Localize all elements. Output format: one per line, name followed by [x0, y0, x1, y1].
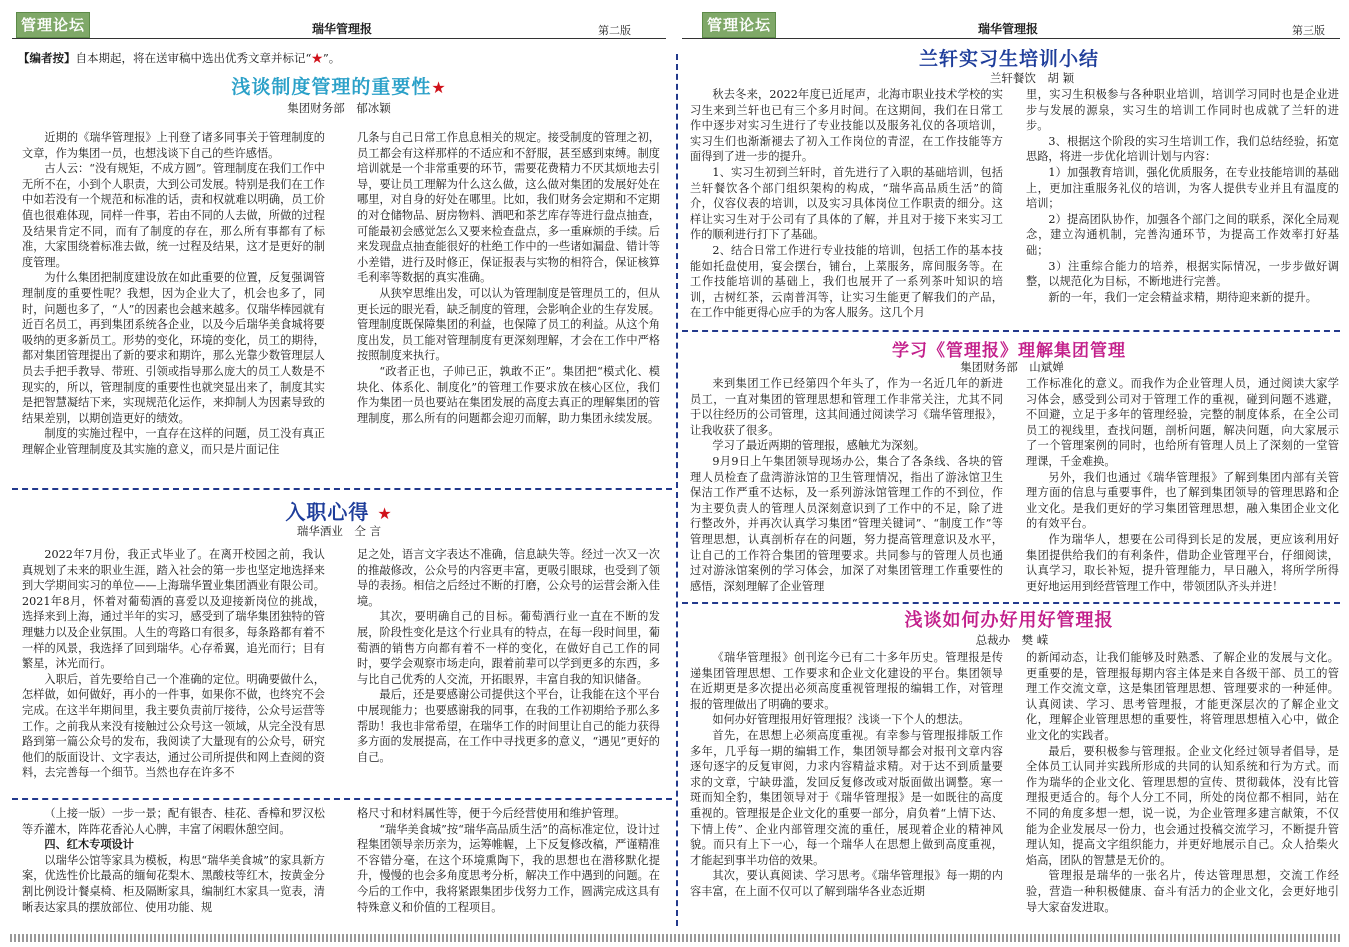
article-column	[357, 547, 660, 787]
article-title-learn-newspaper: 学习《管理报》理解集团管理	[892, 341, 1126, 361]
paragraph: 3）注重综合能力的培养，根据实际情况，一步步做好调整，以规范化为目标，不断地进行完善。	[1026, 259, 1339, 289]
newspaper-name-right: 瑞华管理报	[978, 22, 1039, 36]
paragraph: 来到集团工作已经第四个年头了，作为一名近几年的新进员工，一直对集团的管理思想和管理工作非常关注，尤其不同于以往经历的公司管理，这其间通过阅读学习《瑞华管理报》，让我收获了很多。	[690, 377, 1003, 437]
article-byline: 集团财务部 山斌婵	[960, 360, 1064, 374]
paragraph: 首先，在思想上必须高度重视。有幸参与管理报排版工作多年，几乎每一期的编辑工作，集团领导都会对报刊文章内容逐句逐字的反复审阅，力求内容精益求精。对于达不到质量要求的文章，宁缺毋滥，发回反复修改或对版面做出调整。寒一斑而知全豹，集团领导对于《瑞华管理报》是一如既往的高度重视的。管理报是企业文化的重要一部分，肩负着“上情下达、下情上传”、企业内部管理交流的重任，展现着企业的精神风貌。而只有上下一心，每一个瑞华人在思想上做到高度重视，才能起到事半功倍的效果。	[690, 728, 1003, 867]
paragraph: 9月9日上午集团领导现场办公，集合了各条线、各块的管理人员检查了盘湾游泳馆的卫生管理情况，指出了游泳馆卫生保洁工作严重不达标，及一系列游泳馆管理工作的不到位，作为主要负责人的管理人员深刻意识到了工作中的不足，除了进行整改外，并再次认真学习集团“管理关键词”、“制度工作”等管理思想，认真剖析存在的问题，努力提高管理意识及水平，让自己的工作符合集团的管理要求。共同参与的管理人员也通过对游泳馆案例的学习体会，加深了对集团管理工作重要性的感悟，深刻理解了企业管理	[690, 454, 1003, 593]
page-number-left: 第二版	[598, 24, 631, 37]
paragraph: 的新闻动态，让我们能够及时熟悉、了解企业的发展与文化。更重要的是，管理报每期内容主体是来自各级干部、员工的管理工作交流文章，这是集团管理思想、管理要求的一种延伸。认真阅读、学习、思考管理报，才能更深层次的了解企业文化，理解企业管理思想的重要性，将管理思想植入心中，做企业文化的实践者。	[1026, 651, 1339, 742]
paragraph: 足之处，语言文字表达不准确，信息缺失等。经过一次又一次的推敲修改，公众号的内容更丰富，更吸引眼球，也受到了领导的表扬。相信之后经过不断的打磨，公众号的运营会渐入佳境。	[357, 548, 660, 608]
paragraph: 最后，要积极参与管理报。企业文化经过领导者倡导，是全体员工认同并实践所形成的共同的认知系统和行为方式。而作为瑞华的企业文化、管理思想的宣传、贯彻载体，没有比管理报更适合的。每个人分工不同，所处的岗位都不相同，站在不同的角度多想一想，说一说，为企业管理多建言献策，不仅能为企业发展尽一份力，也会通过投稿交流学习，不断提升管理认知，提高文字组织能力，并更好地展示自己。众人拾柴火焰高，团队的智慧是无价的。	[1026, 744, 1339, 867]
section-divider	[682, 330, 1340, 332]
newspaper-name-left: 瑞华管理报	[312, 22, 373, 36]
paragraph: 如何办好管理报用好管理报？浅谈一下个人的想法。	[712, 713, 970, 727]
article-column	[690, 87, 1003, 325]
paragraph: 入职后，首先要给自己一个准确的定位。明确要做什么，怎样做，如何做好，再小的一件事，如果你不做，也终究不会完成。在这半年期间里，我主要负责前厅接待，公众号运营等工作。之前我从来没有接触过公众号这一领域，从完全没有思路到第一篇公众号的发布，我阅读了大量现有的公众号，研究他们的版面设计、文字表达，通过公司所提供和网上查阅的资料，去完善每一个细节。当然也存在许多不	[22, 672, 325, 780]
paragraph: 从狭窄思维出发，可以认为管理制度是管理员工的，但从更长远的眼光看，缺乏制度的管理，会影响企业的生存发展。管理制度既保障集团的利益，也保障了员工的利益。从这个角度出发，员工能对管理制度有更深刻理解，才会在工作中严格按照制度来执行。	[357, 286, 660, 363]
article-column	[357, 806, 660, 918]
paragraph: 1、实习生初到兰轩时，首先进行了入职的基础培训，包括兰轩餐饮各个部门组织架构的构成，“瑞华高品质生活”的简介，仪容仪表的培训，以及实习具体岗位工作职责的细分。这样让实习生对于公司有了具体的了解，并且对于接下来实习工作的顺利进行打下了基础。	[690, 165, 1003, 242]
article-byline: 兰轩餐饮 胡 颖	[989, 71, 1075, 85]
header-rule-right	[682, 38, 1340, 39]
article-column	[1026, 376, 1339, 598]
article-column	[22, 547, 325, 787]
article-column	[22, 806, 325, 918]
paragraph: 《瑞华管理报》创刊迄今已有二十多年历史。管理报是传递集团管理思想、工作要求和企业文化建设的平台。集团领导在近期更是多次提出必须高度重视管理报的编辑工作，对管理报的管理做出了明确的要求。	[690, 651, 1003, 711]
paragraph: 学习了最近两期的管理报，感触尤为深刻。	[712, 439, 925, 453]
article-title-run-newspaper: 浅谈如何办好用好管理报	[904, 610, 1114, 631]
section-subheading: 四、红木专项设计	[44, 837, 134, 852]
star-icon: ★	[377, 504, 393, 523]
paragraph: 2022年7月份，我正式毕业了。在离开校园之前，我认真规划了未来的职业生涯，踏入社会的第一步也坚定地选择来到大学期间实习的单位——上海瑞华置业集团酒业有限公司。2021年8月，怀着对葡萄酒的喜爱以及迎接新岗位的挑战，选择来到上海，通过半年的实习，感受到了瑞华集团独特的管理魅力以及企业氛围。人生的弯路口有很多，每条路都有着不一样的风景，我选择了回到瑞华。心存希翼，追光而行；目有繁星，沐光而行。	[22, 548, 325, 671]
paragraph: 近期的《瑞华管理报》上刊登了诸多同事关于管理制度的文章，作为集团一员，也想浅谈下自己的些许感悟。	[22, 131, 325, 160]
paragraph: 新的一年，我们一定会精益求精，期待迎来新的提升。	[1048, 290, 1317, 304]
article-column	[1026, 650, 1339, 918]
article-byline: 总裁办 樊 嵘	[975, 633, 1049, 647]
paragraph: 3、根据这个阶段的实习生培训工作，我们总结经验，拓宽思路，将进一步优化培训计划与内容：	[1026, 134, 1339, 164]
paragraph: 里，实习生积极参与各种职业培训，培训学习同时也是企业进步与发展的源泉，实习生的培训工作同时也成就了兰轩的进步。	[1026, 88, 1339, 133]
article-title-intern-training: 兰轩实习生培训小结	[918, 48, 1099, 70]
paragraph: 最后，还是要感谢公司提供这个平台，让我能在这个平台中展现能力；也要感谢我的同事，在我的工作初期给予那么多帮助！我也非常希望，在瑞华工作的时间里让自己的能力获得多方面的发展提高，在工作中寻找更多的意义，“遇见”更好的自己。	[357, 688, 660, 764]
article-title-text: 浅谈制度管理的重要性	[231, 76, 432, 98]
paragraph: 工作标准化的意义。而我作为企业管理人员，通过阅读大家学习体会，感受到公司对于管理工作的重视，碰到问题不逃避，不回避，立足于多年的管理经验，完整的制度体系，在全公司员工的视线里，查找问题，剖析问题，解决问题，向大家展示了一个管理案例的同时，也给所有管理人员上了深刻的一堂管理课，千金难换。	[1026, 377, 1339, 468]
paragraph: 以瑞华公馆等家具为模板，构思“瑞华美食城”的家具新方案，优选性价比最高的缅甸花梨木、黑酸枝等红木，按黄金分割比例设计餐桌椅、柜及隔断家具，编制红木家具一览表，清晰表达家具的摆放部位、使用功能、规	[22, 853, 325, 914]
article-column	[690, 650, 1003, 918]
paragraph: 为什么集团把制度建设放在如此重要的位置，反复强调管理制度的重要性呢？我想，因为企业大了，机会也多了，同时，问题也多了，“人”的因素也会越来越多。仅瑞华棒园就有近百名员工，再到集团系统各企业，以及今后瑞华美食城将要吸纳的更多新员工。形势的变化，环境的变化，员工的期待，都对集团管理提出了新的要求和期许，那么光靠少数管理层人员去手把手教导、带班、引领或指导那么庞大的员工人数是不现实的，所以，管理制度的重要性也就突显出来了，制度其实是把智慧凝结下来，实现规范化运作，来抑制人为因素导致的结果差别，以期创造更好的绩效。	[22, 271, 325, 425]
section-divider	[682, 602, 1340, 604]
section-divider	[12, 488, 672, 490]
paragraph: （上接一版）一步一景；配有银杏、桂花、香樟和罗汉松等乔灌木，阵阵花香沁人心脾，丰富了闲暇休憩空间。	[22, 807, 325, 836]
editor-note-end: ”。	[322, 51, 341, 65]
article-column	[1026, 87, 1339, 325]
paragraph: “政者正也，子帅已正，孰敢不正”。集团把“模式化、模块化、体系化、制度化”的管理工作要求放在核心区位，我们作为集团一员也要站在集团发展的高度去真正的理解集团的管理制度，那么所有的问题都会迎刃而解，助力集团永续发展。	[357, 364, 660, 425]
paragraph: 另外，我们也通过《瑞华管理报》了解到集团内部有关管理方面的信息与重要事件，也了解到集团领导的管理思路和企业文化。是我们更好的学习集团管理思想，融入集团企业文化的有效平台。	[1026, 470, 1339, 531]
section-divider	[12, 798, 672, 800]
paragraph: 其次，要认真阅读、学习思考。《瑞华管理报》每一期的内容丰富，在上面不仅可以了解到瑞华各业态近期	[690, 869, 1003, 898]
editor-note	[18, 50, 340, 66]
star-icon: ★	[311, 51, 323, 65]
article-byline: 集团财务部 郁冰颖	[287, 101, 391, 115]
paragraph: 2）提高团队协作，加强各个部门之间的联系，深化全局观念，建立沟通机制，完善沟通环节，为提高工作效率打好基础；	[1026, 212, 1339, 257]
paragraph: 制度的实施过程中，一直存在这样的问题，员工没有真正理解企业管理制度及其实施的意义，而只是片面记住	[22, 427, 325, 456]
paragraph: 作为瑞华人，想要在公司得到长足的发展，更应该利用好集团提供给我们的有利条件，借助企业管理平台，仔细阅读，认真学习，取长补短，提升管理能力，早日融入，将所学所得更好地运用到经营管理工作中，带领团队齐头并进！	[1026, 532, 1339, 593]
page-divider	[676, 54, 678, 926]
column-logo-left: 管理论坛	[16, 12, 90, 38]
header-rule-left	[12, 38, 666, 39]
editor-note-label: 【编者按】	[18, 51, 76, 65]
paragraph: 2、结合日常工作进行专业技能的培训，包括工作的基本技能如托盘使用，宴会摆台，铺台，上菜服务，席间服务等。在工作技能培训的基础上，我们也展开了一系列茶叶知识的培训，古树红茶，云南普洱等，让实习生能更了解我们的产品，在工作中能更得心应手的为客人服务。这几个月	[690, 243, 1003, 320]
article-title-system-management	[12, 72, 666, 99]
paragraph: 格尺寸和材料属性等，便于今后经营使用和维护管理。	[357, 807, 626, 820]
page-number-right: 第三版	[1292, 24, 1325, 37]
paragraph: 古人云：“没有规矩，不成方圆”。管理制度在我们工作中无所不在，小到个人职责，大到公司发展。特别是我们在工作中如若没有一个规范和标准的话，责和权就难以明确，员工价值也很难体现，同样一件事，若由不同的人去做，所做的过程及结果肯定不同，而有了制度的存在，那么所有事都有了标准，大家围绕着标准去做，统一过程及结果，这才是更好的制度管理。	[22, 162, 325, 269]
article-column	[357, 130, 660, 475]
article-byline: 瑞华酒业 仝 言	[296, 524, 382, 538]
column-logo-right: 管理论坛	[702, 12, 776, 38]
article-title-text: 入职心得	[285, 500, 370, 524]
paragraph: 1）加强教育培训，强化优质服务，在专业技能培训的基础上，更加注重服务礼仪的培训，为客人提供专业并且有温度的培训；	[1026, 165, 1339, 211]
article-title-onboarding	[12, 496, 666, 525]
paragraph: 管理报是瑞华的一张名片，传达管理思想，交流工作经验，营造一种积极健康、奋斗有活力的企业文化，会更好地引导大家奋发进取。	[1026, 869, 1339, 914]
paragraph: 几条与自己日常工作息息相关的规定。接受制度的管理之初，员工都会有这样那样的不适应和不舒服，甚至感到束缚。制度培训就是一个非常重要的环节，需要花费精力不厌其烦地去引导，要让员工理解为什么这么做，这么做对集团的发展好处在哪里，对自身的好处在哪里。比如，我们财务会定期和不定期的对仓储物品、厨房物料、酒吧和茶艺库存等进行盘点抽查，可能最初会感觉怎么又要来检查盘点，多一重麻烦的手续。后来发现盘点抽查能很好的杜绝工作中的一些诸如漏盘、错计等小差错，进行及时修正，保证报表与实物的相符合，保证核算毛利率等数据的真实准确。	[357, 131, 660, 285]
article-column	[690, 376, 1003, 598]
article-column	[22, 130, 325, 475]
footer-border	[10, 934, 1340, 942]
editor-note-text: 自本期起，将在送审稿中选出优秀文章并标记“	[75, 51, 312, 65]
paragraph: 秋去冬来，2022年度已近尾声，北海市职业技术学校的实习生来到兰轩也已有三个多月时间。在这期间，我们在日常工作中逐步对实习生进行了专业技能以及服务礼仪的各项培训，实习生们也渐渐褪去了初入工作岗位的青涩，在工作技能等方面得到了进一步的提升。	[690, 88, 1003, 164]
star-icon: ★	[431, 78, 447, 97]
paragraph: 其次，要明确自己的目标。葡萄酒行业一直在不断的发展，阶段性变化是这个行业具有的特点，在每一段时间里，葡萄酒的销售方向都有着不一样的变化，在做好自己工作的同时，要学会观察市场走向，跟着前辈可以学到更多的东西，多与比自己优秀的人交流，开拓眼界，丰富自我的知识储备。	[357, 610, 660, 686]
paragraph: “瑞华美食城”按“瑞华高品质生活”的高标准定位，设计过程集团领导亲历亲为，运筹帷幄，上下反复修改稿，严谨精准不容错分毫，在这个环境熏陶下，我的思想也在潜移默化提升，慢慢的也会多角度思考分析，解决工作中遇到的问题。在今后的工作中，我将紧跟集团步伐努力工作，圆满完成这具有特殊意义和价值的工程项目。	[357, 822, 660, 914]
